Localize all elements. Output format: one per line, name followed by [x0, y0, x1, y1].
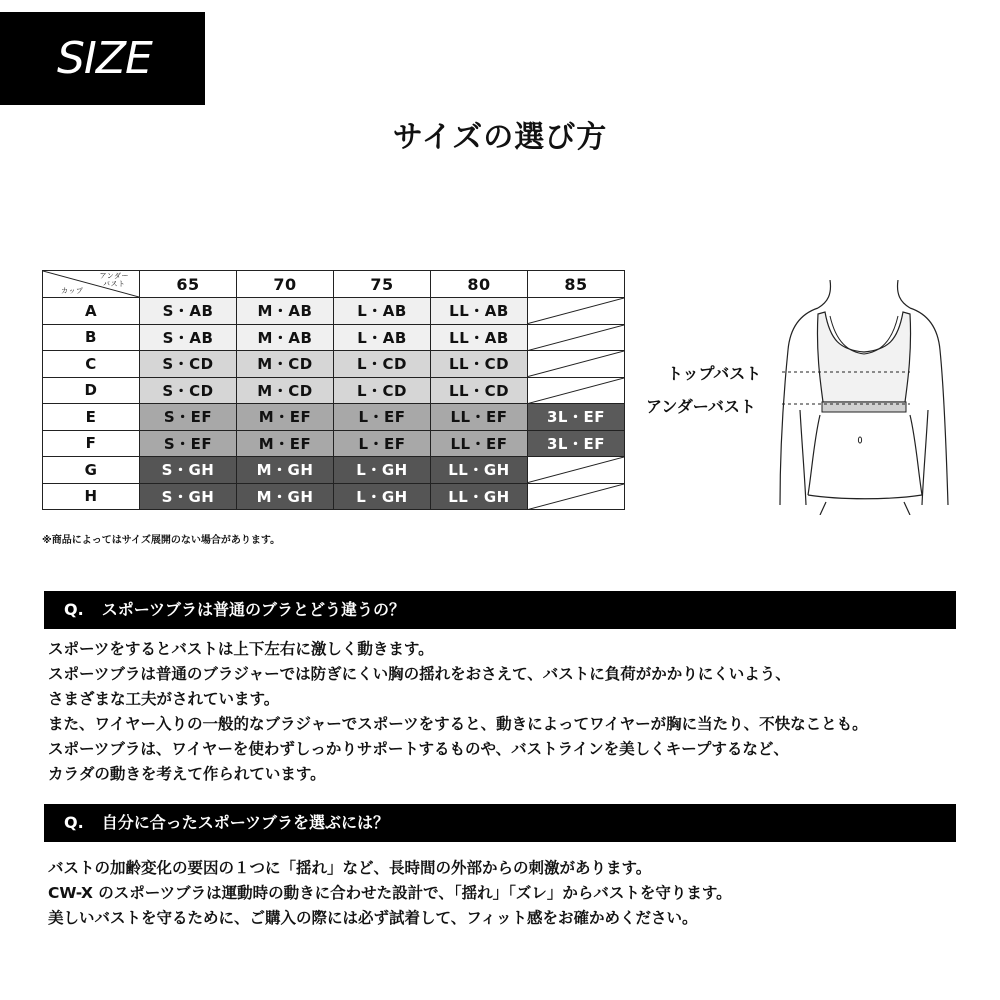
unavailable-cell	[528, 298, 625, 325]
unavailable-cell	[528, 483, 625, 510]
answer-line: バストの加齢変化の要因の１つに「揺れ」など、長時間の外部からの刺激があります。	[48, 859, 652, 877]
cup-size-cell: E	[43, 404, 140, 431]
size-cell: S・CD	[140, 377, 237, 404]
under-bust-header: 70	[237, 271, 334, 298]
question-text: スポーツブラは普通のブラとどう違うの？	[101, 600, 406, 619]
unavailable-cell	[528, 351, 625, 378]
size-cell: M・EF	[237, 430, 334, 457]
table-row	[43, 298, 625, 325]
answer-line: スポーツブラは普通のブラジャーでは防ぎにくい胸の揺れをおさえて、バストに負荷がかかりにくいよう、	[48, 665, 791, 683]
answer-line: 美しいバストを守るために、ご購入の際には必ず試着して、フィット感をお確かめください。	[48, 909, 698, 927]
answer-1	[48, 637, 978, 787]
question-bar-2	[44, 804, 956, 842]
under-bust-header: 85	[528, 271, 625, 298]
page-title: サイズの選び方	[392, 120, 608, 155]
size-cell: S・AB	[140, 298, 237, 325]
size-cell: L・GH	[334, 483, 431, 510]
cup-size-cell: C	[43, 351, 140, 378]
answer-2	[48, 856, 978, 931]
size-cell: S・EF	[140, 404, 237, 431]
question-bar-1	[44, 591, 956, 629]
under-bust-label: アンダーバスト	[646, 397, 756, 416]
size-cell: M・CD	[237, 377, 334, 404]
size-cell: M・GH	[237, 457, 334, 484]
size-cell: LL・CD	[431, 351, 528, 378]
under-bust-header: 75	[334, 271, 431, 298]
size-cell: L・CD	[334, 377, 431, 404]
size-cell: M・EF	[237, 404, 334, 431]
table-row	[43, 377, 625, 404]
table-row	[43, 430, 625, 457]
table-row	[43, 404, 625, 431]
size-cell: S・GH	[140, 483, 237, 510]
cup-size-cell: H	[43, 483, 140, 510]
cup-size-cell: B	[43, 324, 140, 351]
table-corner-cell	[43, 271, 140, 298]
under-bust-header: 80	[431, 271, 528, 298]
size-chart-table	[42, 270, 625, 510]
size-cell: L・CD	[334, 351, 431, 378]
size-cell: S・CD	[140, 351, 237, 378]
cup-size-cell: A	[43, 298, 140, 325]
bust-measurement-figure	[640, 280, 960, 515]
cup-size-cell: F	[43, 430, 140, 457]
size-cell: S・AB	[140, 324, 237, 351]
size-cell: LL・AB	[431, 324, 528, 351]
under-bust-axis-label: アンダー バスト	[99, 272, 129, 288]
unavailable-cell	[528, 457, 625, 484]
under-bust-header: 65	[140, 271, 237, 298]
answer-line: スポーツブラは、ワイヤーを使わずしっかりサポートするものや、バストラインを美しくキープするなど、	[48, 740, 789, 758]
size-cell: LL・AB	[431, 298, 528, 325]
top-bust-label: トップバスト	[667, 364, 762, 383]
size-cell: S・EF	[140, 430, 237, 457]
answer-line: スポーツをするとバストは上下左右に激しく動きます。	[48, 640, 434, 658]
cup-size-cell: D	[43, 377, 140, 404]
answer-line: CW-X のスポーツブラは運動時の動きに合わせた設計で、「揺れ」「ズレ」からバストを守ります。	[48, 884, 732, 902]
question-mark: Q.	[64, 600, 84, 619]
table-row	[43, 351, 625, 378]
question-text: 自分に合ったスポーツブラを選ぶには？	[101, 813, 390, 832]
size-badge: SIZE	[0, 12, 205, 105]
size-cell: S・GH	[140, 457, 237, 484]
size-cell: L・AB	[334, 324, 431, 351]
table-header-row	[43, 271, 625, 298]
unavailable-cell	[528, 377, 625, 404]
size-cell: L・AB	[334, 298, 431, 325]
size-cell: L・EF	[334, 404, 431, 431]
size-cell: L・EF	[334, 430, 431, 457]
answer-line: カラダの動きを考えて作られています。	[48, 765, 326, 783]
size-cell: LL・GH	[431, 457, 528, 484]
size-cell: LL・EF	[431, 430, 528, 457]
size-cell: 3L・EF	[528, 430, 625, 457]
table-row	[43, 483, 625, 510]
question-mark: Q.	[64, 813, 84, 832]
size-cell: LL・EF	[431, 404, 528, 431]
size-cell: LL・GH	[431, 483, 528, 510]
table-row	[43, 457, 625, 484]
size-cell: M・GH	[237, 483, 334, 510]
unavailable-cell	[528, 324, 625, 351]
cup-axis-label: カップ	[61, 287, 84, 295]
answer-line: さまざまな工夫がされています。	[48, 690, 280, 708]
size-cell: 3L・EF	[528, 404, 625, 431]
size-cell: L・GH	[334, 457, 431, 484]
table-row	[43, 324, 625, 351]
size-cell: M・AB	[237, 298, 334, 325]
size-cell: M・AB	[237, 324, 334, 351]
size-cell: M・CD	[237, 351, 334, 378]
availability-note: ※商品によってはサイズ展開のない場合があります。	[42, 535, 281, 546]
size-cell: LL・CD	[431, 377, 528, 404]
cup-size-cell: G	[43, 457, 140, 484]
answer-line: また、ワイヤー入りの一般的なブラジャーでスポーツをすると、動きによってワイヤーが胸に当たり、不快なことも。	[48, 715, 868, 733]
